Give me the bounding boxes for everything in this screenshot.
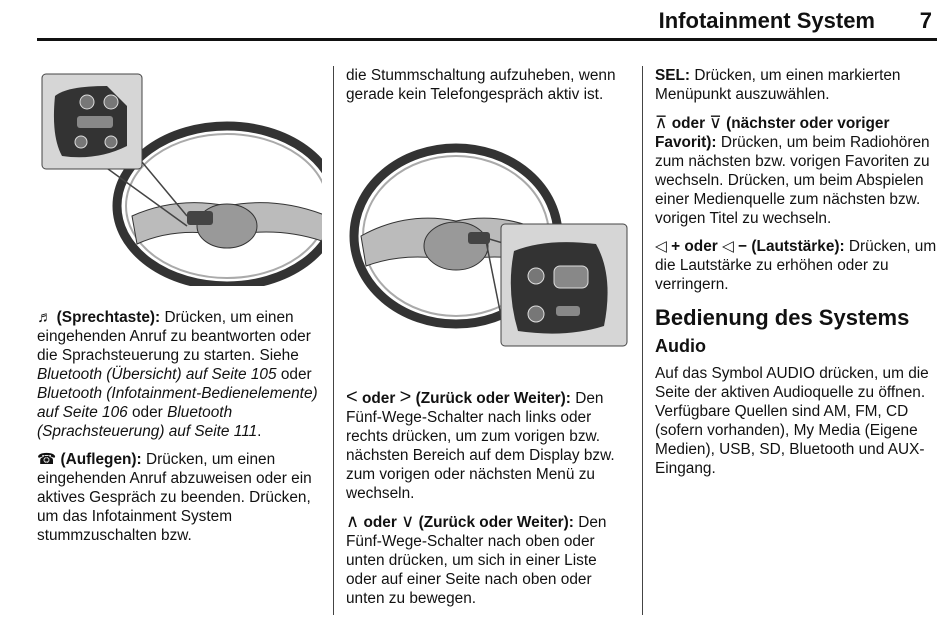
or-word: oder (363, 514, 397, 531)
hang-up-icon: ☎ (37, 451, 57, 468)
page-header (0, 0, 950, 46)
steering-wheel-right-svg (346, 126, 631, 370)
push-to-talk-label: (Sprechtaste): (56, 309, 161, 326)
steering-wheel-left-controls-illustration (37, 66, 322, 286)
left-right-text: Den Fünf-Wege-Schalter nach links oder rechts drücken, um zum vorigen bzw. nächsten Bereich auf dem Display bzw. zum vorigen oder nächsten Menü zu wechseln. (346, 390, 615, 502)
xref-bluetooth-overview[interactable]: Bluetooth (Übersicht) auf Seite 105 (37, 366, 277, 383)
column-3 (655, 66, 937, 487)
volume-paragraph (655, 237, 937, 294)
connector-text: oder (280, 366, 312, 383)
audio-paragraph: Auf das Symbol AUDIO drücken, um die Seite der aktiven Audioquelle zu öffnen. Verfügbare Quellen sind AM, FM, CD (sofern vorhanden), My Media (Eigene Medien), USB, SD, Bluetooth und AUX- Eingang. (655, 365, 929, 477)
subsection-heading: Audio (655, 336, 706, 356)
push-to-talk-icon: ♬ (37, 309, 53, 326)
volume-text: Drücken, um die Lautstärke zu erhöhen oder zu verringern. (655, 238, 937, 293)
volume-down-icon: ◁ − (722, 238, 748, 255)
push-to-talk-paragraph (37, 308, 322, 441)
hang-up-label: (Auflegen): (60, 451, 142, 468)
column-1 (37, 66, 322, 554)
favorite-label: (nächster oder voriger Favorit): (655, 115, 890, 151)
xref-bluetooth-controls[interactable]: Bluetooth (Infotainment-Bedienelemente) auf Seite 106 (37, 385, 318, 421)
favorite-paragraph (655, 113, 937, 228)
steering-wheel-right-controls-illustration (346, 126, 631, 370)
page-number: 7 (919, 8, 932, 33)
volume-label: (Lautstärke): (751, 238, 845, 255)
sel-label: SEL: (655, 67, 691, 84)
connector-text: oder (132, 404, 163, 421)
xref-bluetooth-voice[interactable]: Bluetooth (Sprachsteuerung) auf Seite 111 (37, 404, 258, 440)
or-word: oder (361, 390, 396, 407)
up-down-text: Den Fünf-Wege-Schalter nach oben oder unten drücken, um sich in einer Liste oder auf einer Seite nach oben oder unten zu bewegen. (346, 514, 607, 607)
left-right-label: (Zurück oder Weiter): (415, 390, 571, 407)
page-header-title: Infotainment System (658, 8, 875, 33)
favorite-text: Drücken, um beim Radiohören zum nächsten bzw. vorigen Favoriten zu wechseln. Drücken, um beim Abspielen einer Medienquelle zum nächsten bzw. vorigen Titel zu wechseln. (655, 134, 930, 227)
header-rule (37, 38, 937, 41)
chevron-left-icon: < (346, 386, 358, 408)
hang-up-paragraph (37, 450, 322, 545)
favorite-next-icon: ⊼ (655, 113, 668, 132)
chevron-down-icon: ∨ (401, 511, 415, 531)
mute-continuation-paragraph: die Stummschaltung aufzuheben, wenn gerade kein Telefongespräch aktiv ist. (346, 67, 616, 103)
left-right-paragraph (346, 388, 631, 503)
hang-up-text: Drücken, um einen eingehenden Anruf abzuweisen oder ein aktives Gespräch zu beenden. Drücken, um das Infotainment System stummzuschalten bzw. (37, 451, 312, 544)
up-down-label: (Zurück oder Weiter): (418, 514, 574, 531)
period: . (257, 423, 262, 440)
favorite-previous-icon: ⊽ (709, 113, 722, 132)
push-to-talk-text: Drücken, um einen eingehenden Anruf zu beantworten oder die Sprachsteuerung zu starten. Siehe (37, 309, 311, 364)
chevron-right-icon: > (399, 386, 412, 408)
chevron-up-icon: ∧ (346, 511, 360, 531)
column-divider-1 (333, 66, 334, 615)
up-down-paragraph (346, 512, 631, 608)
or-word: oder (684, 238, 718, 255)
steering-wheel-left-svg (37, 66, 322, 286)
volume-up-icon: ◁ + (655, 238, 681, 255)
column-2 (346, 66, 631, 617)
sel-text: Drücken, um einen markierten Menüpunkt auszuwählen. (655, 67, 901, 103)
column-divider-2 (642, 66, 643, 615)
or-word: oder (671, 115, 706, 132)
sel-paragraph (655, 66, 937, 104)
section-heading: Bedienung des Systems (655, 305, 910, 330)
